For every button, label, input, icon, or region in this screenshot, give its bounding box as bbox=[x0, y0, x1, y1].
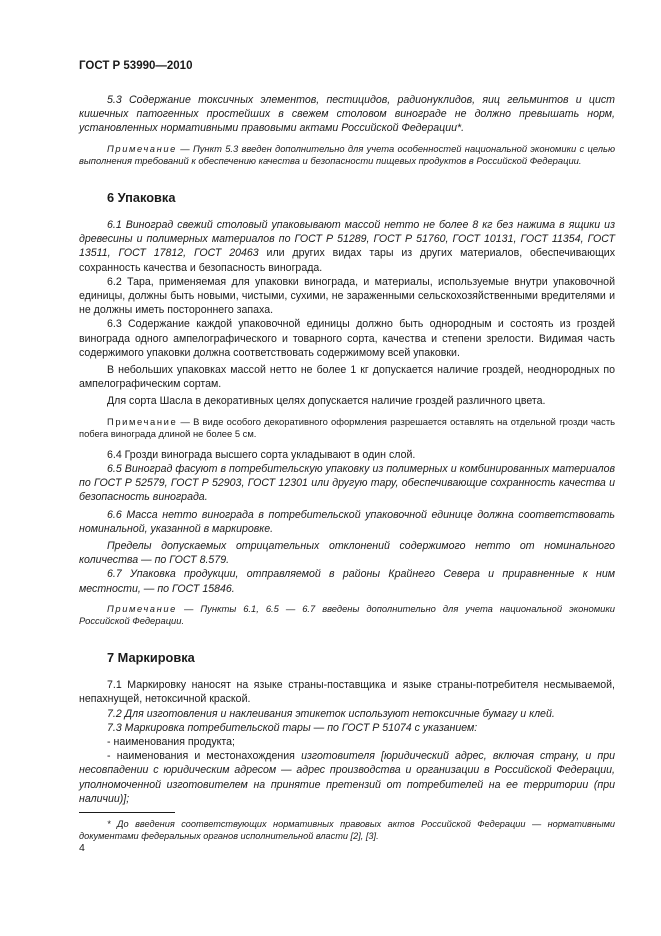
list-item: - наименования продукта; bbox=[107, 736, 235, 749]
clause-6-6: 6.6 Масса нетто винограда в потребительской упаковочной единице должна соответствовать номинальной, указанной в маркировке. bbox=[79, 508, 615, 535]
footnote-divider bbox=[79, 812, 175, 813]
clause-7-3: 7.3 Маркировка потребительской тары — по ГОСТ Р 51074 с указанием: bbox=[107, 721, 478, 734]
section-6-heading: 6 Упаковка bbox=[107, 189, 176, 205]
note-text: — Пункты 6.1, 6.5 — 6.7 введены дополнительно для учета национальной экономики Российской Федерации. bbox=[79, 602, 615, 627]
clause-6-7: 6.7 Упаковка продукции, отправляемой в районы Крайнего Севера и приравненные к ним местности, — по ГОСТ 15846. bbox=[79, 568, 615, 595]
note-6-decor bbox=[79, 416, 615, 441]
clause-6-3-b: В небольших упаковках массой нетто не более 1 кг допускается наличие гроздей, неоднородных по ампелографическим сортам. bbox=[79, 364, 615, 391]
clause-6-6-b: Пределы допускаемых отрицательных отклонений содержимого нетто от номинального количества — по ГОСТ 8.579. bbox=[79, 540, 615, 567]
clause-6-4: 6.4 Грозди винограда высшего сорта укладывают в один слой. bbox=[107, 448, 416, 461]
page-content bbox=[79, 93, 615, 806]
list-item-plain: - наименования и местонахождения bbox=[107, 750, 302, 763]
list-item-italic: изготовителя [юридический адрес, включая страну, и при несовпадении с юридическим адресом — адрес производства и организации в Российской Федерации, уполномоченной изготовителем на принятие претензий от потребителей на ее территории (при наличии)]; bbox=[79, 750, 616, 805]
clause-6-1-italic: 6.1 Виноград свежий столовый упаковывают массой нетто не более 8 кг без нажима в ящики из древесины и полимерных материалов по ГОСТ Р 51289, ГОСТ Р 51760, ГОСТ 10131, ГОСТ 11354, ГОСТ 13511, ГОСТ 17812, ГОСТ 20463 bbox=[79, 219, 615, 260]
clause-7-1: 7.1 Маркировку наносят на языке страны-поставщика и языке страны-потребителя несмываемой, непахнущей, нетоксичной краской. bbox=[79, 679, 615, 706]
clause-6-2: 6.2 Тара, применяемая для упаковки винограда, и материалы, используемые внутри упаковочной единицы, должны быть новыми, чистыми, сухими, не зараженными сельскохозяйственными вредителями и не должны иметь постороннего запаха. bbox=[79, 275, 615, 317]
clause-6-5: 6.5 Виноград фасуют в потребительскую упаковку из полимерных и комбинированных материалов по ГОСТ Р 52579, ГОСТ Р 52903, ГОСТ 12301 или другую тару, обеспечивающие сохранность качества и безопасность винограда. bbox=[79, 463, 615, 504]
clause-5-3: 5.3 Содержание токсичных элементов, пестицидов, радионуклидов, яиц гельминтов и цист кишечных патогенных простейших в свежем столовом винограде не должно превышать норм, установленных нормативными правовыми актами Российской Федерации*. bbox=[79, 94, 615, 135]
note-label: Примечание bbox=[107, 602, 177, 614]
clause-6-3-c: Для сорта Шасла в декоративных целях допускается наличие гроздей различного цвета. bbox=[107, 395, 546, 408]
note-text: — Пункт 5.3 введен дополнительно для учета особенностей национальной экономики с целью выполнения требований к обеспечению качества и безопасности пищевых продуктов в Российской Федерации. bbox=[79, 142, 615, 167]
standard-designation: ГОСТ Р 53990—2010 bbox=[79, 60, 193, 72]
clause-6-1 bbox=[79, 218, 615, 275]
note-label: Примечание bbox=[107, 415, 178, 427]
note-5-3 bbox=[79, 143, 615, 168]
clause-6-1-rest: или других видах тары из других материалов, обеспечивающих сохранность качества и безопасность винограда. bbox=[79, 247, 616, 274]
note-label: Примечание bbox=[107, 142, 177, 154]
list-item bbox=[79, 749, 615, 806]
clause-6-3: 6.3 Содержание каждой упаковочной единицы должно быть однородным и состоять из гроздей винограда одного ампелографического и товарного сорта, качества и степени зрелости. Видимая часть содержимого упаковки должна соответствовать содержимому всей упаковки. bbox=[79, 318, 615, 359]
note-text: — В виде особого декоративного оформления разрешается оставлять на отдельной грозди часть побега винограда длиной не более 5 см. bbox=[79, 415, 615, 440]
note-6-additions bbox=[79, 603, 615, 628]
section-7-heading: 7 Маркировка bbox=[107, 650, 195, 666]
footnote: * До введения соответствующих нормативных правовых актов Российской Федерации — нормативными документами федеральных органов исполнительной власти [2], [3]. bbox=[79, 819, 615, 842]
clause-7-2: 7.2 Для изготовления и наклеивания этикеток используют нетоксичные бумагу и клей. bbox=[107, 707, 555, 720]
page-number: 4 bbox=[79, 842, 85, 854]
